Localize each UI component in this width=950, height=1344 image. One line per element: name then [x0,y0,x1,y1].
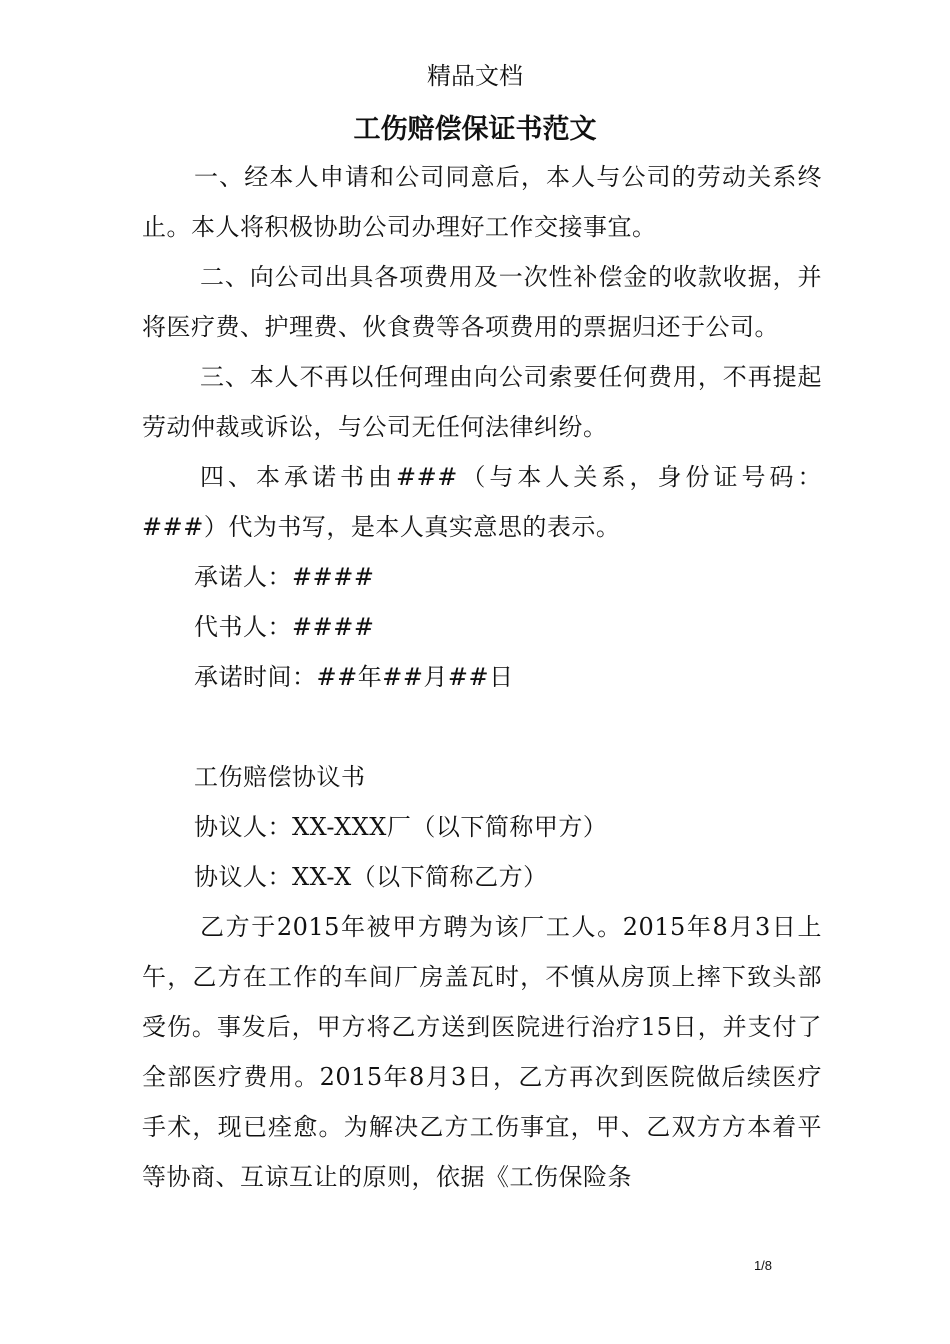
page-header: 精品文档 [427,62,523,90]
document-title: 工伤赔偿保证书范文 [353,114,597,145]
writer-line: 代书人：#### [194,613,375,641]
date-line: 承诺时间：##年##月##日 [194,663,514,691]
pledge-clause-2: 二、向公司出具各项费用及一次性补偿金的收款收据，并将医疗费、护理费、伙食费等各项费用的票据归还于公司。 [142,263,822,341]
pledge-clause-1: 一、经本人申请和公司同意后，本人与公司的劳动关系终止。本人将积极协助公司办理好工作交接事宜。 [142,163,822,241]
party-a-line: 协议人：XX-XXX厂（以下简称甲方） [194,813,608,841]
section-spacer [142,702,822,752]
pledge-clause-3: 三、本人不再以任何理由向公司索要任何费用，不再提起劳动仲裁或诉讼，与公司无任何法律纠纷。 [142,363,822,441]
party-b-line: 协议人：XX-X（以下简称乙方） [194,863,548,891]
page-number: 1/8 [753,1258,773,1273]
document-body [142,152,822,1202]
agreement-heading: 工伤赔偿协议书 [194,763,366,791]
promisor-line: 承诺人：#### [194,563,375,591]
pledge-clause-4: 四、本承诺书由###（与本人关系，身份证号码：###）代为书写，是本人真实意思的表示。 [142,463,822,541]
agreement-paragraph: 乙方于2015年被甲方聘为该厂工人。2015年8月3日上午，乙方在工作的车间厂房盖瓦时，不慎从房顶上摔下致头部受伤。事发后，甲方将乙方送到医院进行治疗15日，并支付了全部医疗费用。2015年8月3日，乙方再次到医院做后续医疗手术，现已痊愈。为解决乙方工伤事宜，甲、乙双方方本着平等协商、互谅互让的原则，依据《工伤保险条 [142,913,822,1191]
